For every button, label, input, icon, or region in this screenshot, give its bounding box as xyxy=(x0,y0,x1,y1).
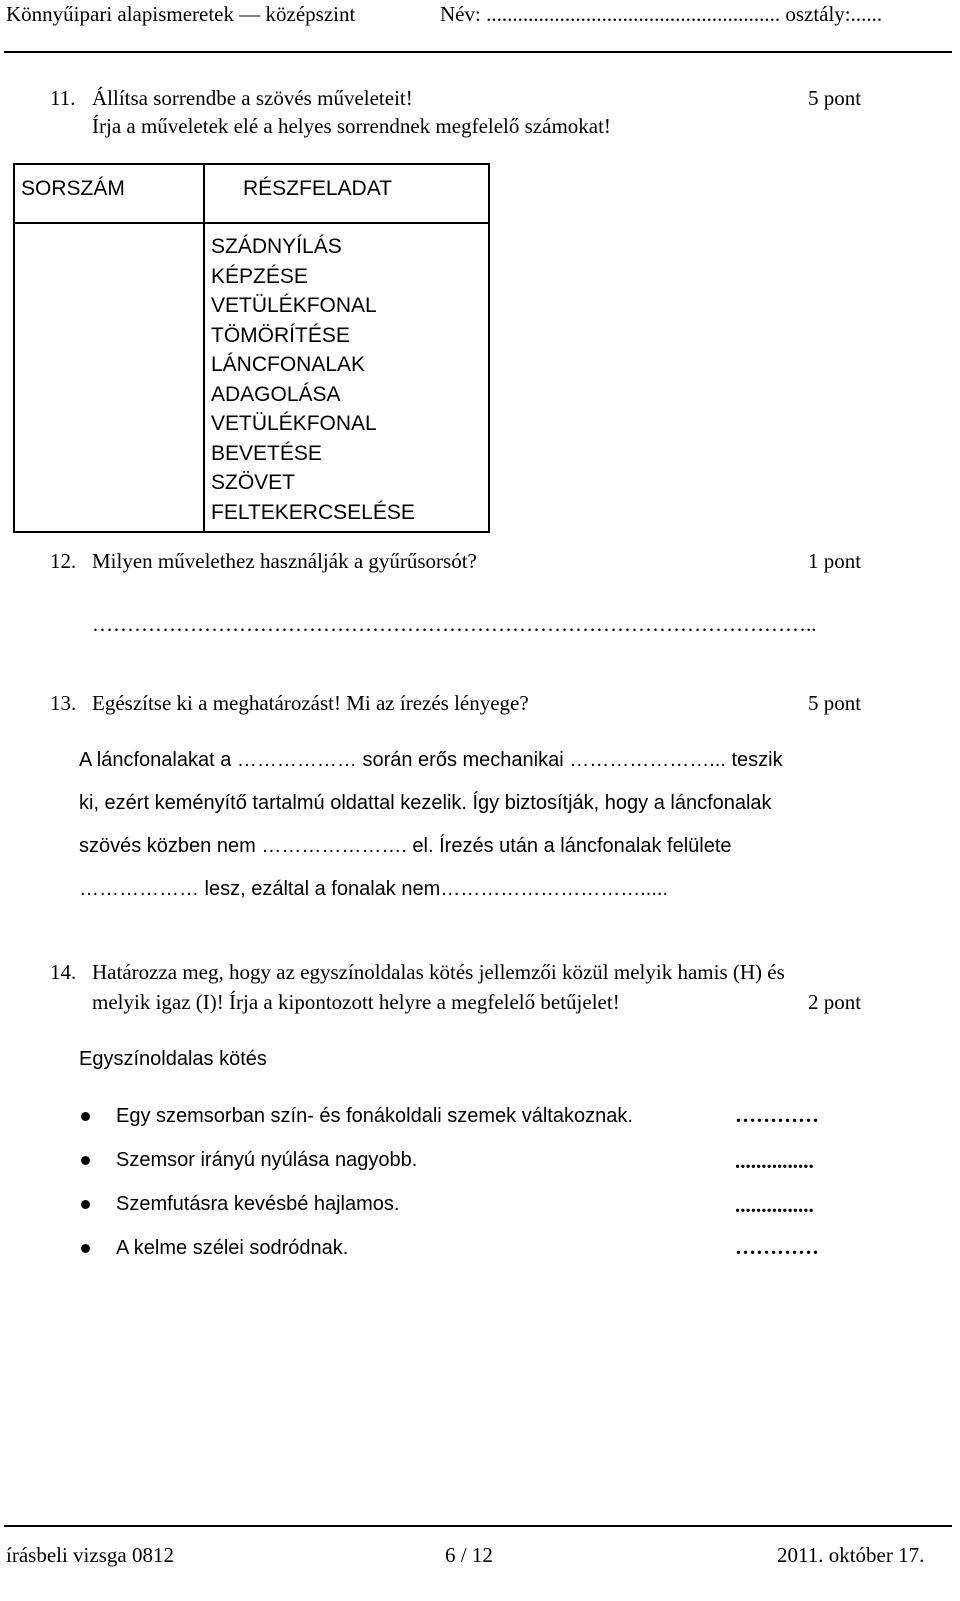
q11-instruction: Írja a műveletek elé a helyes sorrendnek megfelelő számokat! xyxy=(92,114,611,138)
q14-number: 14. xyxy=(50,960,77,984)
bullet-icon xyxy=(81,1112,90,1121)
q14-text: Határozza meg, hogy az egyszínoldalas kötés jellemzői közül melyik hamis (H) és xyxy=(92,960,785,984)
q13-fill-line[interactable]: szövés közben nem …………………. el. Írezés után a láncfonalak felülete xyxy=(79,835,732,857)
statement-text: Egy szemsorban szín- és fonákoldali szemek váltakoznak. xyxy=(116,1105,633,1127)
footer-date: 2011. október 17. xyxy=(777,1543,925,1567)
q11-number: 11. xyxy=(50,86,76,110)
q12-points: 1 pont xyxy=(808,549,862,573)
answer-blank[interactable]: ............... xyxy=(735,1193,814,1217)
footer-page-number: 6 / 12 xyxy=(445,1543,493,1567)
task-item: VETÜLÉKFONAL TÖMÖRÍTÉSE xyxy=(211,294,376,347)
task-list-cell xyxy=(204,223,489,532)
bullet-icon xyxy=(81,1200,90,1209)
q14-instruction: melyik igaz (I)! Írja a kipontozott helyre a megfelelő betűjelet! xyxy=(92,990,620,1014)
q11-points: 5 pont xyxy=(808,86,862,110)
q12-text: Milyen művelethez használják a gyűrűsorsót? xyxy=(92,549,477,573)
sorszam-cell[interactable] xyxy=(14,223,204,532)
bullet-icon xyxy=(81,1244,90,1253)
task-item: SZÖVET FELTEKERCSELÉSE xyxy=(211,471,415,524)
q14-subtitle: Egyszínoldalas kötés xyxy=(79,1048,267,1070)
answer-blank[interactable]: ............... xyxy=(735,1149,814,1173)
statement-text: Szemsor irányú nyúlása nagyobb. xyxy=(116,1149,418,1171)
sequence-table xyxy=(13,163,490,533)
table-header-row xyxy=(14,164,489,223)
q12-number: 12. xyxy=(50,549,77,573)
q13-points: 5 pont xyxy=(808,691,862,715)
header-title: Könnyűipari alapismeretek — középszint xyxy=(6,2,356,26)
table-row xyxy=(14,223,489,532)
q13-fill-line[interactable]: A láncfonalakat a ……………… során erős mechanikai …………………... teszik xyxy=(79,749,783,771)
statement-text: A kelme szélei sodródnak. xyxy=(116,1237,349,1259)
q13-number: 13. xyxy=(50,691,77,715)
q14-points: 2 pont xyxy=(808,990,862,1014)
footer-exam-code: írásbeli vizsga 0812 xyxy=(6,1543,174,1567)
q13-fill-line: ki, ezért keményítő tartalmú oldattal kezelik. Így biztosítják, hogy a láncfonalak xyxy=(79,792,772,814)
statement-text: Szemfutásra kevésbé hajlamos. xyxy=(116,1193,400,1215)
header-name-field: Név: ........................................................ osztály:...... xyxy=(440,2,883,26)
q12-answer-line[interactable]: ………………………………………………………………………………………….. xyxy=(92,612,817,636)
q13-text: Egészítse ki a meghatározást! Mi az írezés lényege? xyxy=(92,691,529,715)
header-rule xyxy=(4,51,952,53)
task-item: LÁNCFONALAK ADAGOLÁSA xyxy=(211,353,366,406)
column-header-sorszam: SORSZÁM xyxy=(14,164,204,223)
task-item: VETÜLÉKFONAL BEVETÉSE xyxy=(211,412,376,465)
answer-blank[interactable]: ………… xyxy=(735,1235,819,1259)
column-header-reszfeladat: RÉSZFELADAT xyxy=(204,164,489,223)
q11-text: Állítsa sorrendbe a szövés műveleteit! xyxy=(92,86,413,110)
q13-fill-line[interactable]: ……………… lesz, ezáltal a fonalak nem…………………………..... xyxy=(79,878,669,900)
task-item: SZÁDNYÍLÁS KÉPZÉSE xyxy=(211,235,342,288)
answer-blank[interactable]: ………… xyxy=(735,1103,819,1127)
bullet-icon xyxy=(81,1156,90,1165)
footer-rule xyxy=(4,1525,952,1527)
